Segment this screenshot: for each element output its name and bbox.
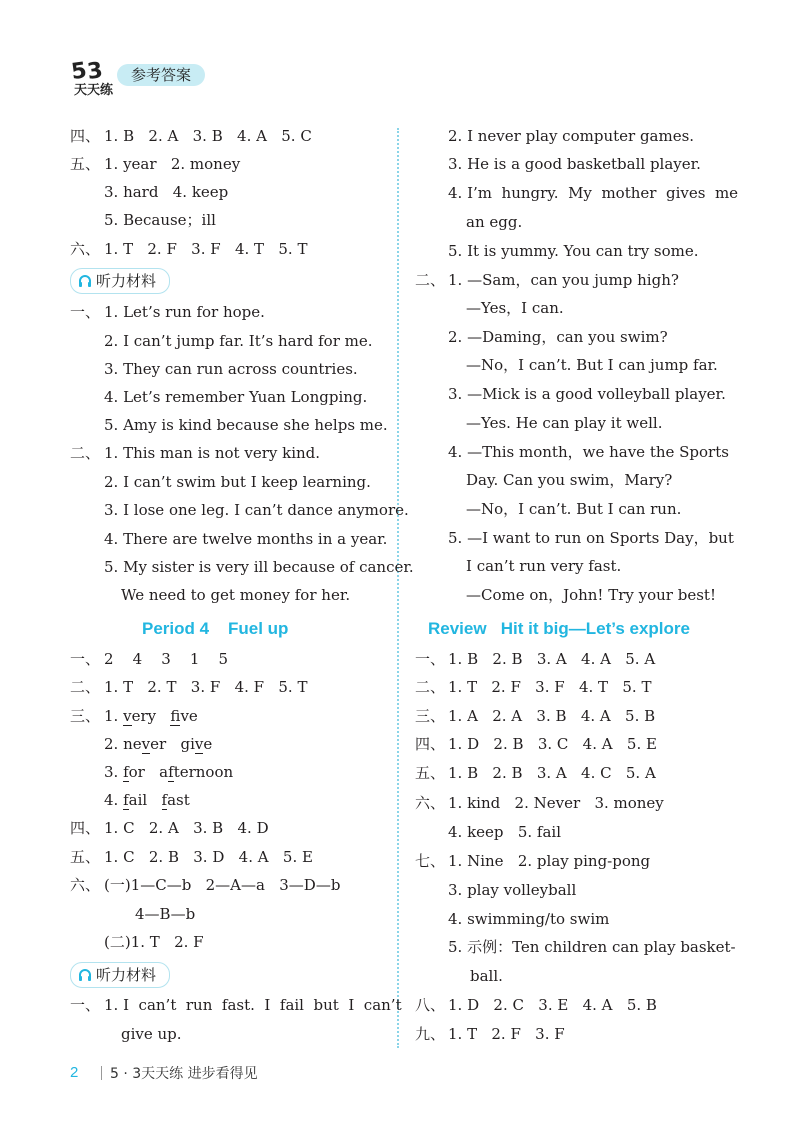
dialogue-line: 4. —This month，we have the Sports	[448, 443, 729, 461]
answer-line: ball.	[470, 967, 503, 985]
label-san: 三、	[415, 707, 446, 725]
answer-line: 3. hard 4. keep	[104, 183, 229, 201]
answer-line: 1. C 2. B 3. D 4. A 5. E	[104, 848, 313, 866]
underlined-letter: f	[170, 707, 181, 725]
svg-text:天天练: 天天练	[74, 83, 114, 98]
label-wu: 五、	[70, 155, 101, 173]
listening-tag	[70, 268, 170, 294]
label-jiu: 九、	[415, 1025, 446, 1043]
underlined-letter: f	[123, 791, 129, 809]
section-title-period4: Period 4 Fuel up	[142, 619, 289, 638]
transcript-line: 4. I’m hungry. My mother gives me	[448, 184, 739, 202]
answer-line: 1. B 2. B 3. A 4. A 5. A	[448, 650, 656, 668]
transcript-line: 4. Let’s remember Yuan Longping.	[104, 388, 368, 406]
label-er: 二、	[70, 444, 101, 462]
transcript-line: an egg.	[466, 213, 523, 231]
transcript-line: 3. They can run across countries.	[104, 360, 358, 378]
answer-line: 1. Nine 2. play ping-pong	[448, 852, 651, 870]
label-yi: 一、	[70, 650, 101, 668]
listening-label: 听力材料	[96, 966, 157, 984]
section-title-review: Review Hit it big—Let’s explore	[428, 619, 690, 638]
answer-line: 1. B 2. A 3. B 4. A 5. C	[104, 127, 312, 145]
phonics-line: 3. for afternoon	[104, 763, 234, 781]
transcript-line: 2. I can’t jump far. It’s hard for me.	[104, 332, 373, 350]
underlined-letter: v	[194, 735, 204, 753]
answer-line: 3. play volleyball	[448, 881, 577, 899]
underlined-letter: f	[161, 791, 168, 809]
label-er: 二、	[415, 271, 446, 289]
headphones-icon	[77, 273, 93, 289]
label-si: 四、	[70, 819, 101, 837]
answer-line: 4. swimming/to swim	[448, 910, 610, 928]
dialogue-line: —Yes. He can play it well.	[466, 414, 663, 432]
answer-line: 1. year 2. money	[104, 155, 241, 173]
headphones-icon	[77, 967, 93, 983]
answer-line: 5. 示例：Ten children can play basket-	[448, 938, 736, 956]
header-tab: 参考答案	[117, 64, 205, 86]
answer-line: 1. B 2. B 3. A 4. C 5. A	[448, 764, 656, 782]
dialogue-line: Day. Can you swim，Mary?	[466, 471, 673, 489]
answer-line: 1. T 2. F 3. F 4. T 5. T	[448, 678, 652, 696]
label-er: 二、	[415, 678, 446, 696]
transcript-line: 2. I never play computer games.	[448, 127, 695, 145]
phonics-line: 4. fail fast	[104, 791, 190, 809]
answer-line: 1. T 2. T 3. F 4. F 5. T	[104, 678, 308, 696]
transcript-line: 5. It is yummy. You can try some.	[448, 242, 699, 260]
label-yi: 一、	[415, 650, 446, 668]
answer-line: (二)1. T 2. F	[104, 933, 204, 951]
answer-line: 1. A 2. A 3. B 4. A 5. B	[448, 707, 656, 725]
transcript-line: 2. I can’t swim but I keep learning.	[104, 473, 371, 491]
answer-line: 4. keep 5. fail	[448, 823, 561, 841]
dialogue-line: 1. —Sam，can you jump high?	[448, 271, 679, 289]
svg-text:3: 3	[85, 58, 105, 85]
answer-line: 5. Because；ill	[104, 211, 216, 229]
label-qi: 七、	[415, 852, 446, 870]
footer-separator	[101, 1066, 102, 1080]
dialogue-line: —No，I can’t. But I can jump far.	[466, 356, 718, 374]
dialogue-line: —Yes，I can.	[466, 299, 564, 317]
dialogue-line: —Come on，John! Try your best!	[466, 586, 716, 604]
dialogue-line: 3. —Mick is a good volleyball player.	[448, 385, 726, 403]
label-wu: 五、	[415, 764, 446, 782]
answer-line: 4—B—b	[135, 905, 196, 923]
label-san: 三、	[70, 707, 101, 725]
underlined-letter: f	[168, 763, 174, 781]
listening-label: 听力材料	[96, 272, 157, 290]
transcript-line: 4. There are twelve months in a year.	[104, 530, 388, 548]
transcript-line: 5. My sister is very ill because of cancer.	[104, 558, 414, 576]
transcript-line: 1. This man is not very kind.	[104, 444, 321, 462]
label-liu: 六、	[70, 240, 101, 258]
label-si: 四、	[70, 127, 101, 145]
page-number: 2	[70, 1064, 79, 1081]
transcript-line: We need to get money for her.	[121, 586, 351, 604]
dialogue-line: 2. —Daming，can you swim?	[448, 328, 668, 346]
label-ba: 八、	[415, 996, 446, 1014]
transcript-line: give up.	[121, 1025, 182, 1043]
svg-text:5: 5	[70, 58, 89, 86]
dialogue-line: I can’t run very fast.	[466, 557, 622, 575]
underlined-letter: v	[141, 735, 151, 753]
dialogue-line: —No，I can’t. But I can run.	[466, 500, 682, 518]
answer-line: 1. kind 2. Never 3. money	[448, 794, 664, 812]
dialogue-line: 5. —I want to run on Sports Day，but	[448, 529, 734, 547]
label-yi: 一、	[70, 996, 101, 1014]
transcript-line: 5. Amy is kind because she helps me.	[104, 416, 388, 434]
label-si: 四、	[415, 735, 446, 753]
label-yi: 一、	[70, 303, 101, 321]
transcript-line: 3. He is a good basketball player.	[448, 155, 701, 173]
label-liu: 六、	[70, 876, 101, 894]
transcript-line: 1. Let’s run for hope.	[104, 303, 265, 321]
column-divider	[397, 128, 399, 1048]
transcript-line: 1. I can’t run fast. I fail but I can’t	[104, 996, 402, 1014]
listening-tag	[70, 962, 170, 988]
label-wu: 五、	[70, 848, 101, 866]
answer-line: 1. T 2. F 3. F	[448, 1025, 565, 1043]
phonics-line: 2. never give	[104, 735, 213, 753]
label-liu: 六、	[415, 794, 446, 812]
answer-line: 1. C 2. A 3. B 4. D	[104, 819, 269, 837]
answer-line: 2 4 3 1 5	[104, 650, 229, 668]
footer-slogan: 5 · 3天天练 进步看得见	[110, 1066, 258, 1082]
answer-line: 1. D 2. C 3. E 4. A 5. B	[448, 996, 657, 1014]
brand-logo	[70, 56, 116, 98]
phonics-line: 1. very five	[104, 707, 198, 725]
answer-line: 1. D 2. B 3. C 4. A 5. E	[448, 735, 657, 753]
underlined-letter: f	[123, 763, 129, 781]
underlined-letter: v	[123, 707, 132, 725]
transcript-line: 3. I lose one leg. I can’t dance anymore.	[104, 501, 409, 519]
label-er: 二、	[70, 678, 101, 696]
answer-line: 1. T 2. F 3. F 4. T 5. T	[104, 240, 308, 258]
answer-line: (一)1—C—b 2—A—a 3—D—b	[104, 876, 341, 894]
